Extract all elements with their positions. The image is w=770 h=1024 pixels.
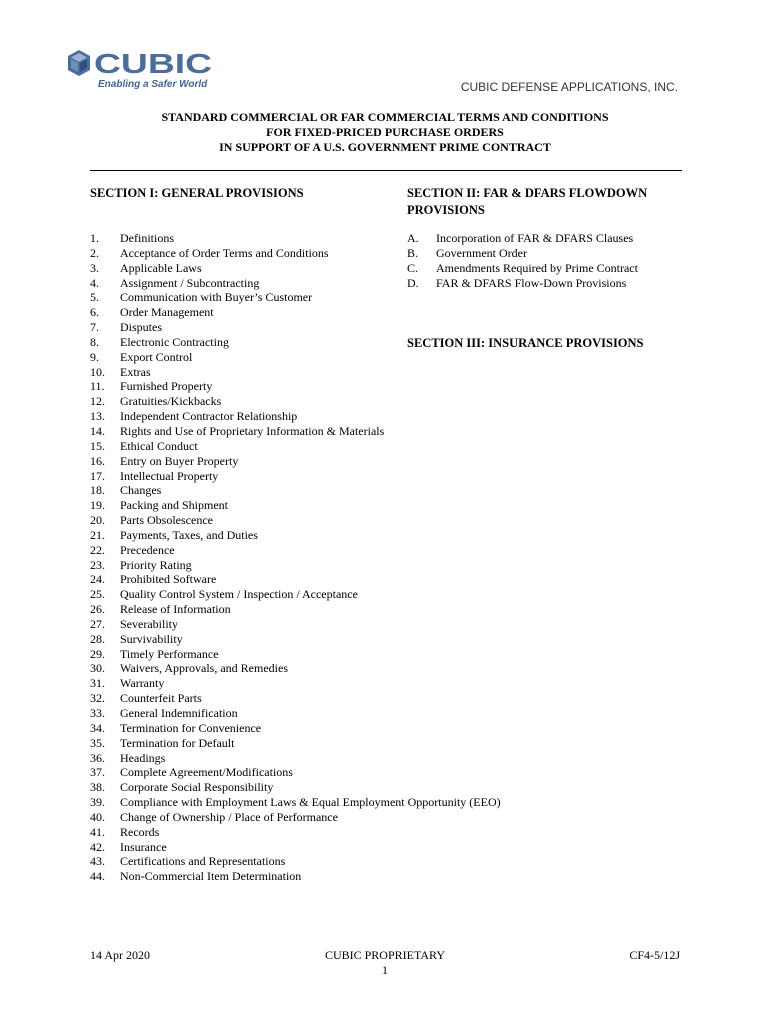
item-number: 44. bbox=[90, 869, 105, 884]
item-number: 7. bbox=[90, 320, 99, 335]
item-label: Headings bbox=[120, 750, 166, 765]
general-provision-item bbox=[90, 765, 501, 780]
item-label: Intellectual Property bbox=[120, 468, 219, 483]
general-provision-item bbox=[90, 379, 501, 394]
item-label: Amendments Required by Prime Contract bbox=[436, 260, 638, 275]
item-label: Electronic Contracting bbox=[120, 334, 229, 349]
item-number: 16. bbox=[90, 453, 105, 468]
general-provision-item bbox=[90, 409, 501, 424]
general-provision-item bbox=[90, 632, 501, 647]
item-number: 15. bbox=[90, 438, 105, 453]
item-number: 31. bbox=[90, 676, 105, 691]
logo-tagline: Enabling a Safer World bbox=[98, 79, 208, 90]
item-number: 8. bbox=[90, 334, 99, 349]
title-line: STANDARD COMMERCIAL OR FAR COMMERCIAL TERMS AND CONDITIONS bbox=[161, 110, 609, 124]
general-provision-item bbox=[90, 721, 501, 736]
item-label: Furnished Property bbox=[120, 379, 213, 394]
general-provision-item bbox=[90, 394, 501, 409]
general-provision-item bbox=[90, 691, 501, 706]
logo-wordmark: CUBIC bbox=[94, 48, 212, 79]
item-number: 4. bbox=[90, 275, 99, 290]
cubic-logo bbox=[66, 48, 226, 92]
item-number: 32. bbox=[90, 691, 105, 706]
item-label: Extras bbox=[120, 364, 151, 379]
item-number: 41. bbox=[90, 824, 105, 839]
item-label: Independent Contractor Relationship bbox=[120, 409, 298, 424]
item-number: 18. bbox=[90, 483, 105, 498]
item-label: Rights and Use of Proprietary Information & Materials bbox=[120, 423, 385, 438]
flowdown-provision-item bbox=[407, 261, 638, 276]
general-provision-item bbox=[90, 498, 501, 513]
item-label: Incorporation of FAR & DFARS Clauses bbox=[436, 231, 634, 245]
item-number: 34. bbox=[90, 720, 105, 735]
item-number: 24. bbox=[90, 572, 105, 587]
item-label: Waivers, Approvals, and Remedies bbox=[120, 661, 288, 676]
item-number: 2. bbox=[90, 245, 99, 260]
title-line: IN SUPPORT OF A U.S. GOVERNMENT PRIME CONTRACT bbox=[219, 140, 551, 154]
item-number: B. bbox=[407, 245, 419, 260]
general-provision-item bbox=[90, 825, 501, 840]
item-number: 20. bbox=[90, 513, 105, 528]
section-2-heading bbox=[407, 185, 647, 219]
item-number: 33. bbox=[90, 706, 105, 720]
item-number: 28. bbox=[90, 631, 105, 646]
item-label: Parts Obsolescence bbox=[120, 513, 213, 528]
section-2-heading-line: PROVISIONS bbox=[407, 203, 485, 217]
item-number: 27. bbox=[90, 616, 105, 631]
item-label: Entry on Buyer Property bbox=[120, 453, 239, 468]
item-number: 12. bbox=[90, 394, 105, 409]
item-label: Corporate Social Responsibility bbox=[120, 780, 274, 795]
proprietary-label: CUBIC PROPRIETARY bbox=[324, 948, 446, 962]
item-number: 42. bbox=[90, 839, 105, 854]
general-provision-item bbox=[90, 424, 501, 439]
company-name: CUBIC DEFENSE APPLICATIONS, INC. bbox=[460, 80, 678, 94]
item-number: 3. bbox=[90, 260, 99, 275]
general-provision-item bbox=[90, 572, 501, 587]
footer-center bbox=[280, 948, 490, 978]
item-number: 23. bbox=[90, 557, 105, 572]
item-number: 40. bbox=[90, 809, 105, 824]
item-number: 29. bbox=[90, 646, 105, 661]
item-number: 38. bbox=[90, 780, 105, 795]
cube-emblem-icon bbox=[68, 50, 90, 76]
item-label: Compliance with Employment Laws & Equal Employment Opportunity (EEO) bbox=[120, 795, 501, 810]
item-label: Packing and Shipment bbox=[120, 498, 228, 513]
item-label: Definitions bbox=[120, 231, 174, 245]
general-provision-item bbox=[90, 528, 501, 543]
general-provision-item bbox=[90, 365, 501, 380]
item-label: Termination for Convenience bbox=[120, 720, 262, 735]
item-number: 25. bbox=[90, 587, 105, 602]
item-number: 35. bbox=[90, 735, 105, 750]
flowdown-provision-item bbox=[407, 246, 638, 261]
general-provision-item bbox=[90, 483, 501, 498]
general-provision-item bbox=[90, 305, 501, 320]
item-label: Changes bbox=[120, 483, 162, 498]
item-label: Timely Performance bbox=[120, 646, 219, 661]
page-number: 1 bbox=[382, 963, 388, 977]
section-2-heading-line: SECTION II: FAR & DFARS FLOWDOWN bbox=[407, 186, 648, 200]
section-1-heading: SECTION I: GENERAL PROVISIONS bbox=[90, 186, 304, 200]
item-number: 37. bbox=[90, 765, 105, 780]
item-label: Non-Commercial Item Determination bbox=[120, 869, 302, 884]
item-label: General Indemnification bbox=[120, 706, 238, 720]
item-label: Insurance bbox=[120, 839, 167, 854]
item-number: 39. bbox=[90, 795, 105, 810]
item-number: 9. bbox=[90, 349, 99, 364]
general-provision-item bbox=[90, 676, 501, 691]
general-provision-item bbox=[90, 543, 501, 558]
item-label: Change of Ownership / Place of Performance bbox=[120, 809, 338, 824]
item-label: Certifications and Representations bbox=[120, 854, 286, 869]
general-provision-item bbox=[90, 736, 501, 751]
item-label: Warranty bbox=[120, 676, 165, 691]
item-label: Ethical Conduct bbox=[120, 438, 198, 453]
item-number: 5. bbox=[90, 290, 99, 305]
item-label: FAR & DFARS Flow-Down Provisions bbox=[436, 275, 627, 290]
item-label: Government Order bbox=[436, 245, 527, 260]
item-number: C. bbox=[407, 260, 419, 275]
item-label: Prohibited Software bbox=[120, 572, 217, 587]
general-provision-item bbox=[90, 602, 501, 617]
general-provision-item bbox=[90, 587, 501, 602]
general-provision-item bbox=[90, 513, 501, 528]
general-provision-item bbox=[90, 780, 501, 795]
item-label: Priority Rating bbox=[120, 557, 192, 572]
general-provision-item bbox=[90, 840, 501, 855]
item-number: 14. bbox=[90, 423, 105, 438]
item-number: 17. bbox=[90, 468, 105, 483]
item-label: Release of Information bbox=[120, 602, 231, 617]
general-provision-item bbox=[90, 469, 501, 484]
item-number: D. bbox=[407, 275, 419, 290]
section-1-list bbox=[90, 231, 501, 884]
item-number: 43. bbox=[90, 854, 105, 869]
general-provision-item bbox=[90, 661, 501, 676]
item-label: Applicable Laws bbox=[120, 260, 202, 275]
item-label: Order Management bbox=[120, 305, 214, 320]
item-label: Precedence bbox=[120, 542, 175, 557]
header-divider bbox=[90, 170, 682, 171]
item-number: 21. bbox=[90, 527, 105, 542]
general-provision-item bbox=[90, 558, 501, 573]
item-number: 10. bbox=[90, 364, 105, 379]
item-number: 1. bbox=[90, 231, 99, 245]
item-label: Survivability bbox=[120, 631, 183, 646]
general-provision-item bbox=[90, 706, 501, 721]
item-label: Disputes bbox=[120, 320, 162, 335]
item-label: Payments, Taxes, and Duties bbox=[120, 527, 258, 542]
general-provision-item bbox=[90, 439, 501, 454]
item-label: Records bbox=[120, 824, 160, 839]
general-provision-item bbox=[90, 617, 501, 632]
item-number: 11. bbox=[90, 379, 105, 394]
section-3-heading: SECTION III: INSURANCE PROVISIONS bbox=[407, 336, 644, 350]
item-label: Acceptance of Order Terms and Conditions bbox=[120, 245, 329, 260]
item-number: 13. bbox=[90, 409, 105, 424]
general-provision-item bbox=[90, 454, 501, 469]
item-label: Complete Agreement/Modifications bbox=[120, 765, 293, 780]
general-provision-item bbox=[90, 751, 501, 766]
general-provision-item bbox=[90, 795, 501, 810]
item-label: Export Control bbox=[120, 349, 193, 364]
general-provision-item bbox=[90, 854, 501, 869]
document-title bbox=[90, 110, 680, 155]
footer-date: 14 Apr 2020 bbox=[90, 948, 150, 962]
item-label: Counterfeit Parts bbox=[120, 691, 202, 706]
footer-doc-code: CF4-5/12J bbox=[629, 948, 680, 962]
item-label: Communication with Buyer’s Customer bbox=[120, 290, 313, 305]
item-label: Assignment / Subcontracting bbox=[120, 275, 260, 290]
item-number: A. bbox=[407, 231, 419, 245]
general-provision-item bbox=[90, 810, 501, 825]
flowdown-provision-item bbox=[407, 231, 638, 246]
item-number: 6. bbox=[90, 305, 99, 320]
item-number: 22. bbox=[90, 542, 105, 557]
title-line: FOR FIXED-PRICED PURCHASE ORDERS bbox=[266, 125, 504, 139]
item-number: 26. bbox=[90, 602, 105, 617]
general-provision-item bbox=[90, 320, 501, 335]
general-provision-item bbox=[90, 290, 501, 305]
flowdown-provision-item bbox=[407, 276, 638, 291]
item-number: 19. bbox=[90, 498, 105, 513]
item-number: 30. bbox=[90, 661, 105, 676]
item-label: Severability bbox=[120, 616, 178, 631]
item-label: Termination for Default bbox=[120, 735, 235, 750]
item-number: 36. bbox=[90, 750, 105, 765]
item-label: Quality Control System / Inspection / Acceptance bbox=[120, 587, 358, 602]
general-provision-item bbox=[90, 647, 501, 662]
general-provision-item bbox=[90, 869, 501, 884]
item-label: Gratuities/Kickbacks bbox=[120, 394, 222, 409]
section-2-list bbox=[407, 231, 638, 290]
